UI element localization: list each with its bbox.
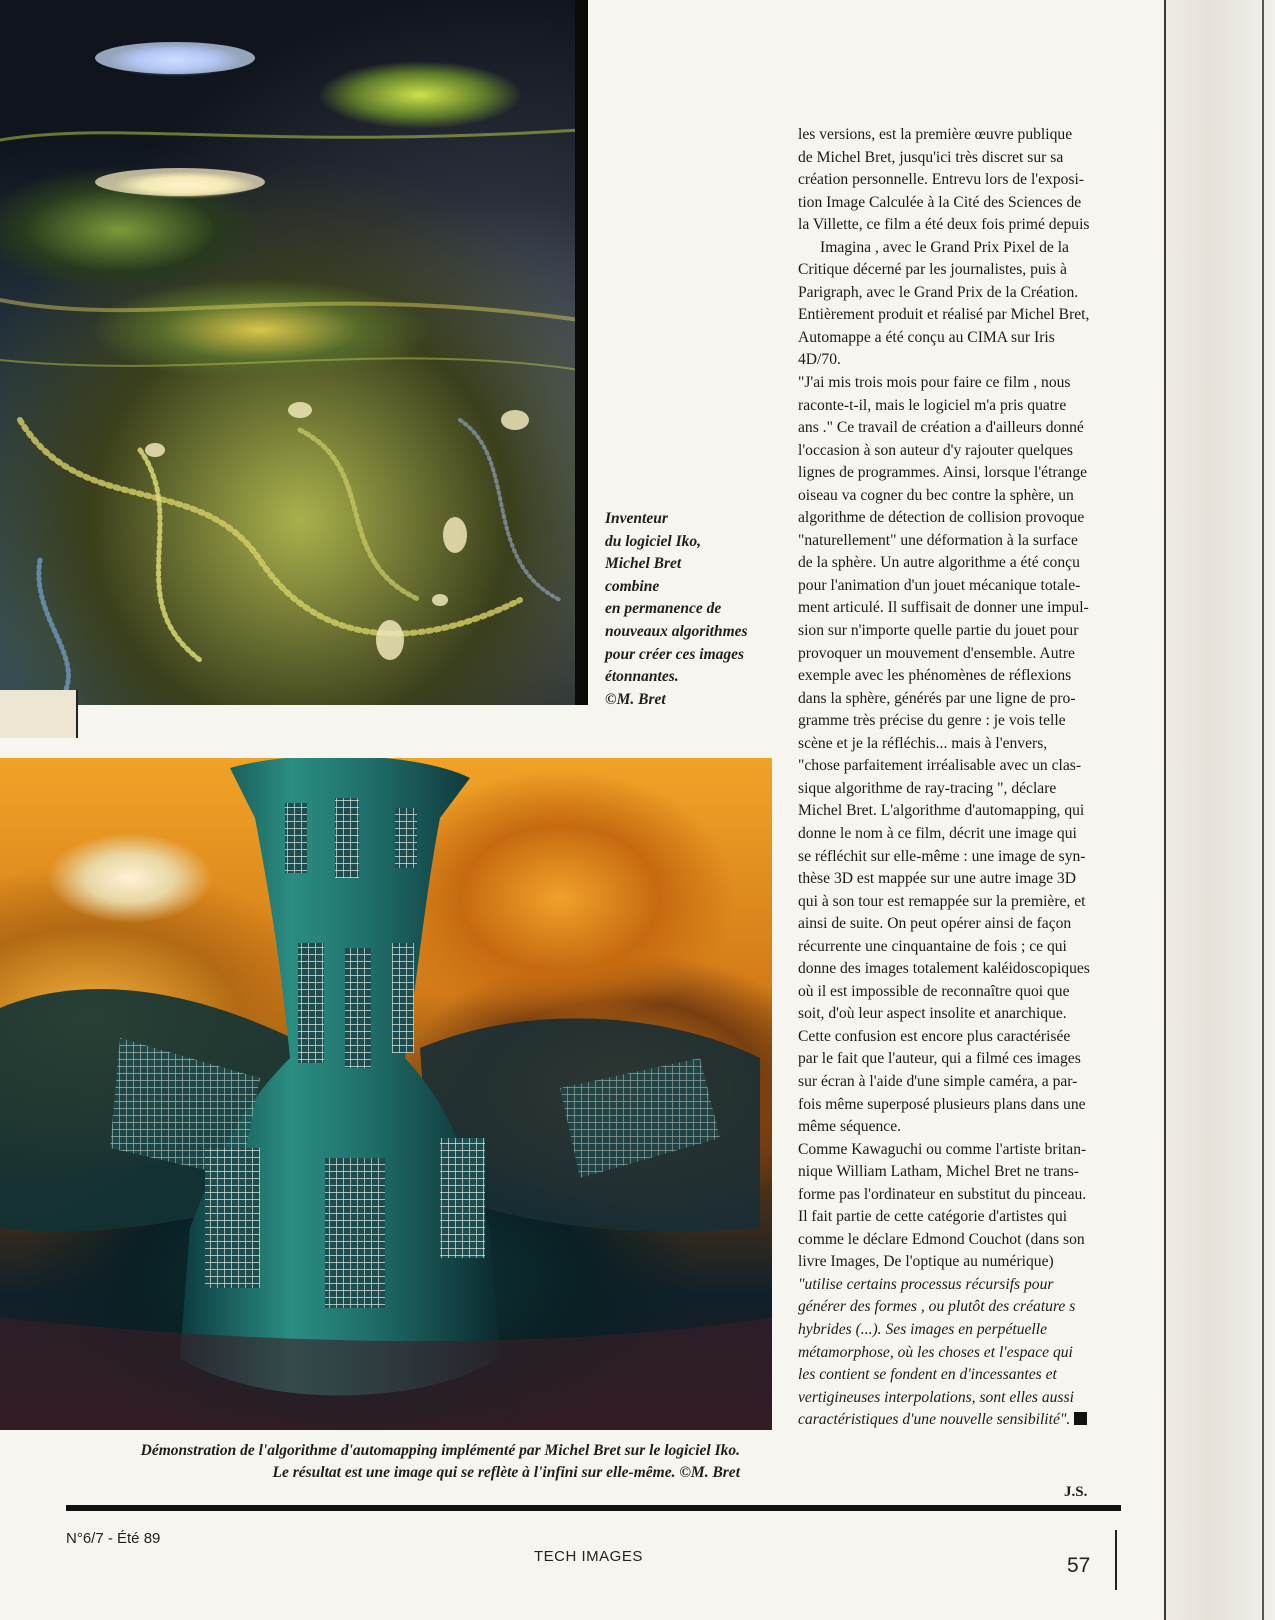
article-line: caractéristiques d'une nouvelle sensibilité". xyxy=(798,1409,1138,1432)
caption-line: Michel Bret xyxy=(605,555,682,573)
article-line: ainsi de suite. On peut opérer ainsi de façon xyxy=(798,915,1072,933)
article-line: Comme Kawaguchi ou comme l'artiste britan- xyxy=(798,1140,1087,1158)
article-line: exemple avec les phénomènes de réflexions xyxy=(798,667,1072,685)
article-line: donne des images totalement kaléidoscopiques xyxy=(798,960,1090,978)
article-line: se réfléchit sur elle-même : une image de syn- xyxy=(798,847,1086,865)
article-line: par le fait que l'auteur, qui a filmé ces images xyxy=(798,1050,1081,1068)
article-line: sur écran à l'aide d'une simple caméra, a par- xyxy=(798,1072,1078,1090)
article-line: ment articulé. Il suffisait de donner une impul- xyxy=(798,599,1089,617)
article-line: générer des formes , ou plutôt des créature s xyxy=(798,1298,1076,1316)
article-line: "naturellement" une déformation à la surface xyxy=(798,531,1078,549)
article-line: hybrides (...). Ses images en perpétuelle xyxy=(798,1320,1047,1338)
page-number: 57 xyxy=(1067,1554,1091,1577)
article-line: où il est impossible de reconnaître quoi que xyxy=(798,982,1070,1000)
article-line: vertigineuses interpolations, sont elles aussi xyxy=(798,1388,1074,1406)
caption-divider xyxy=(76,690,78,738)
article-line: 4D/70. xyxy=(798,351,841,369)
bottom-image-caption xyxy=(60,1440,740,1484)
page-edge-line xyxy=(1262,0,1264,1620)
article-line: oiseau va cogner du bec contre la sphère, un xyxy=(798,486,1074,504)
author-signature: J.S. xyxy=(1064,1484,1088,1500)
article-line: sion sur n'importe quelle partie du jouet pour xyxy=(798,622,1079,640)
article-line: provoquer un mouvement d'ensemble. Autre xyxy=(798,644,1075,662)
caption-band xyxy=(0,690,76,738)
article-body xyxy=(798,124,1138,1432)
article-line: Il fait partie de cette catégorie d'artistes qui xyxy=(798,1208,1068,1226)
caption-line: étonnantes. xyxy=(605,668,679,686)
article-line: Automappe a été conçu au CIMA sur Iris xyxy=(798,328,1055,346)
article-line: la Villette, ce film a été deux fois primé depuis xyxy=(798,216,1090,234)
article-line: de la sphère. Un autre algorithme a été conçu xyxy=(798,554,1080,572)
article-paragraph xyxy=(798,1139,1138,1274)
article-line: thèse 3D est mappée sur une autre image 3D xyxy=(798,870,1076,888)
article-line: de Michel Bret, jusqu'ici très discret sur sa xyxy=(798,148,1064,166)
article-line: même séquence. xyxy=(798,1118,902,1136)
top-image-caption xyxy=(605,508,795,711)
caption-line: combine xyxy=(605,577,660,595)
article-line: algorithme de détection de collision provoque xyxy=(798,509,1085,527)
article-line: métamorphose, où les choses et l'espace qui xyxy=(798,1343,1073,1361)
article-paragraph xyxy=(798,124,1138,372)
article-line: sique algorithme de ray-tracing ", déclare xyxy=(798,779,1057,797)
article-line: nique William Latham, Michel Bret ne trans- xyxy=(798,1163,1079,1181)
caption-line: Inventeur xyxy=(605,510,668,527)
article-line: livre Images, De l'optique au numérique) xyxy=(798,1253,1054,1271)
article-line: gramme très précise du genre : je vois telle xyxy=(798,712,1066,730)
article-line: tion Image Calculée à la Cité des Sciences de xyxy=(798,193,1082,211)
article-line: Cette confusion est encore plus caractérisée xyxy=(798,1027,1071,1045)
top-illustration xyxy=(0,0,588,705)
article-line: Michel Bret. L'algorithme d'automapping, qui xyxy=(798,802,1085,820)
article-line: lignes de programmes. Ainsi, lorsque l'étrange xyxy=(798,464,1088,482)
end-mark xyxy=(1074,1412,1087,1425)
article-line: forme pas l'ordinateur en substitut du pinceau. xyxy=(798,1185,1087,1203)
footer-divider xyxy=(1115,1530,1117,1590)
article-line: les contient se fondent en d'incessantes et xyxy=(798,1366,1057,1384)
caption-line: pour créer ces images xyxy=(605,645,745,663)
article-line: fois même superposé plusieurs plans dans une xyxy=(798,1095,1086,1113)
article-line: "utilise certains processus récursifs pour xyxy=(798,1275,1054,1293)
article-line: "J'ai mis trois mois pour faire ce film , nous xyxy=(798,374,1071,392)
article-line: l'occasion à son auteur d'y rajouter quelques xyxy=(798,441,1073,459)
article-line: création personnelle. Entrevu lors de l'exposi- xyxy=(798,171,1085,189)
caption-line: Démonstration de l'algorithme d'automapping implémenté par Michel Bret sur le logiciel Iko. xyxy=(140,1442,740,1459)
article-line: raconte-t-il, mais le logiciel m'a pris quatre xyxy=(798,396,1067,414)
article-line: soit, d'où leur aspect insolite et anarchique. xyxy=(798,1005,1067,1023)
article-line: donne le nom à ce film, décrit une image qui xyxy=(798,824,1077,842)
article-line: ans ." Ce travail de création a d'ailleurs donné xyxy=(798,419,1084,437)
caption-line: en permanence de xyxy=(605,600,722,618)
issue-label: N°6/7 - Été 89 xyxy=(66,1530,161,1547)
caption-line: Le résultat est une image qui se reflète à l'infini sur elle-même. ©M. Bret xyxy=(272,1464,740,1481)
article-line: Entièrement produit et réalisé par Michel Bret, xyxy=(798,306,1090,324)
article-line: Critique décerné par les journalistes, puis à xyxy=(798,261,1067,279)
article-line: scène et je la réfléchis... mais à l'envers, xyxy=(798,734,1048,752)
caption-line: du logiciel Iko, xyxy=(605,532,702,550)
article-line: Imagina , avec le Grand Prix Pixel de la xyxy=(820,238,1069,256)
magazine-name: TECH IMAGES xyxy=(534,1548,643,1565)
bottom-illustration xyxy=(0,758,772,1430)
article-line: récurrente une cinquantaine de fois ; ce qui xyxy=(798,937,1067,955)
article-line: qui à son tour est remappée sur la première, et xyxy=(798,892,1086,910)
footer-rule xyxy=(66,1505,1121,1511)
article-line: comme le déclare Edmond Couchot (dans son xyxy=(798,1230,1085,1248)
article-line: pour l'animation d'un jouet mécanique totale- xyxy=(798,576,1081,594)
article-paragraph xyxy=(798,372,1138,1139)
caption-credit: ©M. Bret xyxy=(605,690,666,708)
article-line: les versions, est la première œuvre publique xyxy=(798,126,1073,143)
article-line: dans la sphère, générés par une ligne de pro- xyxy=(798,689,1076,707)
page-fold-line xyxy=(1164,0,1166,1620)
article-paragraph xyxy=(798,1274,1138,1432)
article-line: "chose parfaitement irréalisable avec un clas- xyxy=(798,757,1082,775)
caption-line: nouveaux algorithmes xyxy=(605,622,748,640)
show-through-text xyxy=(602,95,802,275)
article-line: Parigraph, avec le Grand Prix de la Création. xyxy=(798,283,1079,301)
page-edge xyxy=(1165,0,1275,1620)
